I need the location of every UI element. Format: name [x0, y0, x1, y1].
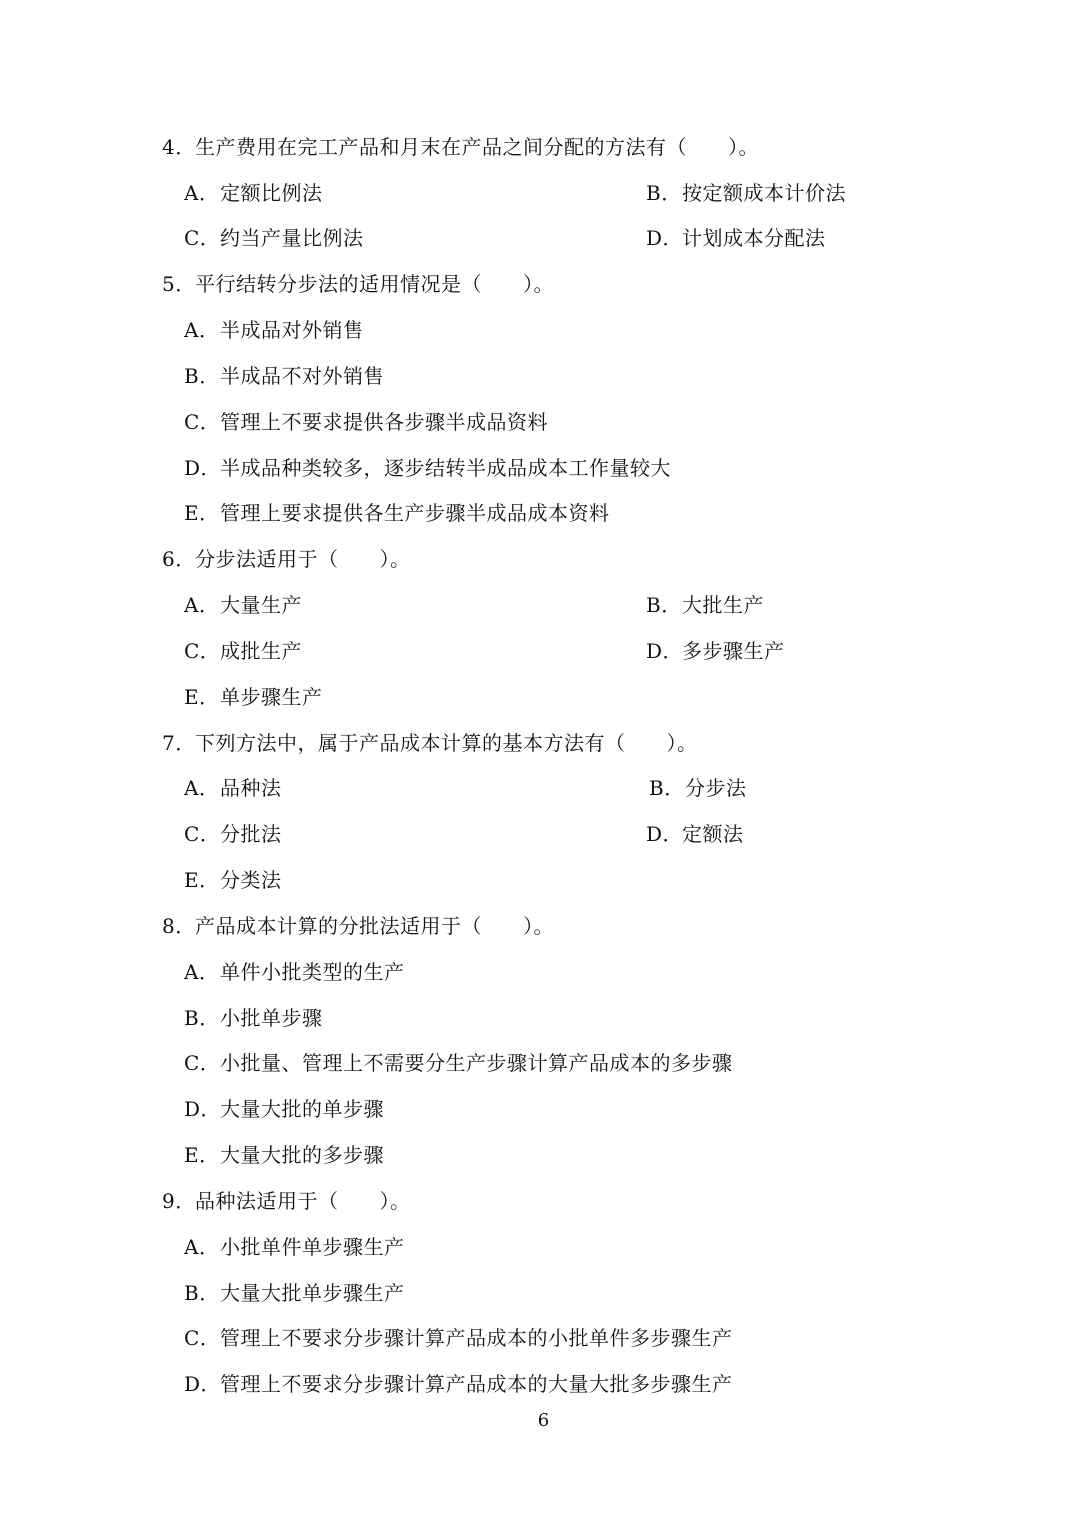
option-text: 分步法	[685, 776, 747, 800]
option-text: 分批法	[220, 822, 282, 846]
question-text: 品种法适用于（ ）。	[195, 1189, 411, 1213]
question-7	[162, 728, 698, 758]
question-number: 5．	[162, 272, 196, 296]
option-text: 大批生产	[682, 593, 764, 617]
option-label: A．	[184, 960, 220, 984]
option-label: E．	[184, 1143, 220, 1167]
option-label: C．	[184, 1051, 221, 1075]
question-9	[162, 1186, 411, 1216]
option-7a	[184, 773, 282, 803]
option-6d	[646, 636, 785, 666]
option-7b	[649, 773, 747, 803]
option-label: D．	[646, 639, 684, 663]
question-6	[162, 544, 411, 574]
option-text: 管理上要求提供各生产步骤半成品成本资料	[220, 501, 610, 525]
option-9d	[184, 1369, 733, 1399]
option-6c	[184, 636, 302, 666]
option-label: C．	[184, 639, 221, 663]
option-label: C．	[184, 822, 221, 846]
option-label: B．	[649, 776, 685, 800]
option-5a	[184, 315, 364, 345]
option-4a	[184, 178, 323, 208]
option-label: D．	[184, 1372, 222, 1396]
option-text: 管理上不要求提供各步骤半成品资料	[220, 410, 548, 434]
question-number: 6．	[162, 547, 196, 571]
option-label: B．	[184, 1281, 220, 1305]
option-label: A．	[184, 318, 220, 342]
option-4d	[646, 223, 826, 253]
option-text: 成批生产	[220, 639, 302, 663]
option-4b	[646, 178, 846, 208]
option-label: A．	[184, 593, 220, 617]
option-label: A．	[184, 1235, 220, 1259]
option-label: E．	[184, 501, 220, 525]
option-text: 单步骤生产	[220, 685, 323, 709]
option-9c	[184, 1323, 733, 1353]
option-9a	[184, 1232, 405, 1262]
question-5	[162, 269, 554, 299]
option-label: C．	[184, 1326, 221, 1350]
option-5b	[184, 361, 384, 391]
option-label: C．	[184, 226, 221, 250]
option-text: 品种法	[220, 776, 282, 800]
option-8b	[184, 1003, 323, 1033]
question-8	[162, 911, 554, 941]
option-6a	[184, 590, 302, 620]
option-label: D．	[646, 226, 684, 250]
question-text: 平行结转分步法的适用情况是（ ）。	[195, 272, 554, 296]
option-text: 约当产量比例法	[220, 226, 364, 250]
option-5c	[184, 407, 548, 437]
option-text: 分类法	[220, 868, 282, 892]
option-label: B．	[646, 593, 682, 617]
option-text: 半成品种类较多，逐步结转半成品成本工作量较大	[220, 456, 671, 480]
option-8a	[184, 957, 405, 987]
option-label: B．	[184, 364, 220, 388]
option-7e	[184, 865, 282, 895]
option-label: B．	[184, 1006, 220, 1030]
option-7c	[184, 819, 282, 849]
question-4	[162, 132, 759, 162]
option-label: A．	[184, 776, 220, 800]
option-text: 定额比例法	[220, 181, 323, 205]
option-label: E．	[184, 685, 220, 709]
question-number: 4．	[162, 135, 196, 159]
option-text: 管理上不要求分步骤计算产品成本的大量大批多步骤生产	[220, 1372, 733, 1396]
option-label: E．	[184, 868, 220, 892]
option-8c	[184, 1048, 733, 1078]
option-9b	[184, 1278, 405, 1308]
question-text: 生产费用在完工产品和月末在产品之间分配的方法有（ ）。	[195, 135, 759, 159]
option-label: D．	[646, 822, 684, 846]
option-text: 大量大批的多步骤	[220, 1143, 384, 1167]
option-text: 按定额成本计价法	[682, 181, 846, 205]
option-text: 大量大批单步骤生产	[220, 1281, 405, 1305]
option-text: 大量生产	[220, 593, 302, 617]
question-number: 7．	[162, 731, 196, 755]
option-text: 小批单件单步骤生产	[220, 1235, 405, 1259]
option-label: C．	[184, 410, 221, 434]
option-label: B．	[646, 181, 682, 205]
option-text: 小批量、管理上不需要分生产步骤计算产品成本的多步骤	[220, 1051, 733, 1075]
question-number: 9．	[162, 1189, 196, 1213]
question-text: 下列方法中，属于产品成本计算的基本方法有（ ）。	[195, 731, 698, 755]
option-text: 单件小批类型的生产	[220, 960, 405, 984]
option-text: 多步骤生产	[682, 639, 785, 663]
option-8e	[184, 1140, 384, 1170]
option-text: 小批单步骤	[220, 1006, 323, 1030]
option-6b	[646, 590, 764, 620]
option-text: 管理上不要求分步骤计算产品成本的小批单件多步骤生产	[220, 1326, 733, 1350]
page-number: 6	[537, 1410, 550, 1431]
option-label: D．	[184, 456, 222, 480]
option-label: D．	[184, 1097, 222, 1121]
option-text: 半成品对外销售	[220, 318, 364, 342]
option-label: A．	[184, 181, 220, 205]
option-text: 半成品不对外销售	[220, 364, 384, 388]
option-text: 定额法	[682, 822, 744, 846]
option-5e	[184, 498, 610, 528]
option-text: 大量大批的单步骤	[220, 1097, 384, 1121]
question-text: 产品成本计算的分批法适用于（ ）。	[195, 914, 554, 938]
option-7d	[646, 819, 744, 849]
option-8d	[184, 1094, 384, 1124]
option-5d	[184, 453, 671, 483]
question-text: 分步法适用于（ ）。	[195, 547, 411, 571]
option-text: 计划成本分配法	[682, 226, 826, 250]
option-6e	[184, 682, 323, 712]
option-4c	[184, 223, 364, 253]
question-number: 8．	[162, 914, 196, 938]
